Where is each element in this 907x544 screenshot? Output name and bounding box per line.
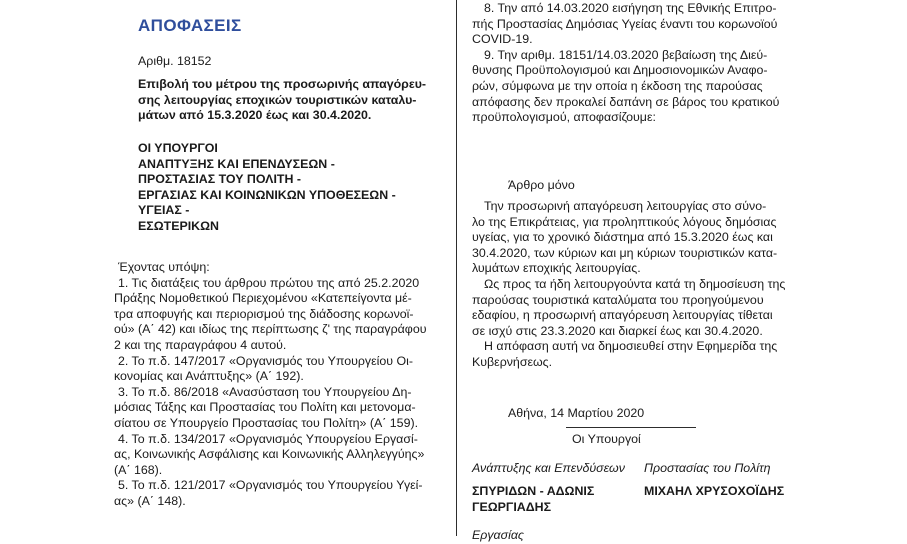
article-line: 30.4.2020, των κύριων και μη κύριων τουριστικών κατα- xyxy=(472,245,778,260)
body-line: θυνσης Προϋπολογισμού και Δημοσιονομικών Αναφο- xyxy=(472,63,768,78)
body-line: 3. Το π.δ. 86/2018 «Ανασύσταση του Υπουργείου Δη- xyxy=(118,384,412,399)
article-line: Κυβερνήσεως. xyxy=(472,354,553,369)
article-line: υγείας, για το χρονικό διάστημα από 15.3.2020 έως και xyxy=(472,230,773,245)
body-line: 9. Την αριθμ. 18151/14.03.2020 βεβαίωση της Διεύ- xyxy=(484,47,768,62)
signature-name-georgiadis xyxy=(472,484,622,515)
body-line: πής Προστασίας Δημόσιας Υγείας έναντι του κορωνοϊού xyxy=(472,16,778,31)
signature-role-labour: Εργασίας xyxy=(472,528,524,542)
section-heading: ΑΠΟΦΑΣΕΙΣ xyxy=(138,16,242,35)
body-line: τρα αποφυγής και περιορισμού της διάδοσης κορωνοϊ- xyxy=(114,306,414,321)
article-line: Ως προς τα ήδη λειτουργούντα κατά τη δημοσίευση της xyxy=(484,276,786,291)
body-line: ού» (Α΄ 42) και ιδίως της περίπτωσης ζ' της παραγράφου xyxy=(114,322,427,337)
ministers-line: ΟΙ ΥΠΟΥΡΓΟΙ xyxy=(138,141,218,155)
article-line: Την προσωρινή απαγόρευση λειτουργίας στο σύνο- xyxy=(484,199,767,213)
body-line: 4. Το π.δ. 134/2017 «Οργανισμός Υπουργείου Εργασί- xyxy=(118,431,418,446)
signature-role-citizen-protection: Προστασίας του Πολίτη xyxy=(644,461,771,475)
considerations-right xyxy=(472,1,818,126)
body-line: κονομίας και Ανάπτυξης» (Α΄ 192). xyxy=(114,369,304,384)
ministers-block xyxy=(138,141,396,235)
body-line: COVID-19. xyxy=(472,32,533,47)
signature-role-development: Ανάπτυξης και Επενδύσεων xyxy=(472,461,625,475)
body-line: Πράξης Νομοθετικού Περιεχομένου «Κατεπείγοντα μέ- xyxy=(114,291,412,306)
body-line: 2. Το π.δ. 147/2017 «Οργανισμός του Υπουργείου Οι- xyxy=(118,353,414,368)
body-line: ας, Κοινωνικής Ασφάλισης και Κοινωνικής Αλληλεγγύης» xyxy=(114,447,425,462)
place-date: Αθήνα, 14 Μαρτίου 2020 xyxy=(508,406,645,420)
article-line: σε ισχύ στις 23.3.2020 και διαρκεί έως και 30.4.2020. xyxy=(472,323,763,338)
considerations-left xyxy=(114,260,440,510)
body-line: 5. Το π.δ. 121/2017 «Οργανισμός του Υπουργείου Υγεί- xyxy=(118,478,423,493)
body-line: 1. Τις διατάξεις του άρθρου πρώτου της από 25.2.2020 xyxy=(118,275,420,290)
article-line: εδαφίου, η προσωρινή απαγόρευση λειτουργίας τίθεται xyxy=(472,308,773,323)
ministers-line: ΕΣΩΤΕΡΙΚΩΝ xyxy=(138,218,220,233)
article-heading: Άρθρο μόνο xyxy=(508,178,575,192)
ministers-line: ΠΡΟΣΤΑΣΙΑΣ ΤΟΥ ΠΟΛΙΤΗ - xyxy=(138,172,301,187)
ministers-line: ΕΡΓΑΣΙΑΣ ΚΑΙ ΚΟΙΝΩΝΙΚΩΝ ΥΠΟΘΕΣΕΩΝ - xyxy=(138,187,396,202)
body-line: (Α΄ 168). xyxy=(114,462,163,477)
signature-name-line: ΓΕΩΡΓΙΑΔΗΣ xyxy=(472,499,552,514)
article-line: παρούσας τουριστικά καταλύματα του προηγούμενου xyxy=(472,292,764,307)
decision-number: Αριθμ. 18152 xyxy=(138,54,212,68)
title-line: σης λειτουργίας εποχικών τουριστικών καταλυ- xyxy=(138,92,417,107)
title-line: μάτων από 15.3.2020 έως και 30.4.2020. xyxy=(138,108,372,123)
body-line: σίατου σε Υπουργείο Προστασίας του Πολίτη» (Α΄ 159). xyxy=(114,415,419,430)
article-line: λο της Επικράτειας, για προληπτικούς λόγους δημόσιας xyxy=(472,214,777,229)
signature-name-chrysochoidis: ΜΙΧΑΗΛ ΧΡΥΣΟΧΟΪΔΗΣ xyxy=(644,484,785,498)
article-line: Η απόφαση αυτή να δημοσιευθεί στην Εφημερίδα της xyxy=(484,339,778,354)
ministers-signature-title: Οι Υπουργοί xyxy=(572,432,641,446)
body-line: ας» (Α΄ 148). xyxy=(114,493,186,508)
decision-title xyxy=(138,77,440,124)
body-line: ρών, σύμφωνα με την οποία η έκδοση της παρούσας xyxy=(472,78,763,93)
body-line: 8. Την από 14.03.2020 εισήγηση της Εθνικής Επιτρο- xyxy=(484,1,777,15)
body-line: απόφασης δεν προκαλεί δαπάνη σε βάρος του κρατικού xyxy=(472,94,780,109)
ministers-line: ΥΓΕΙΑΣ - xyxy=(138,203,190,218)
article-line: λυμάτων εποχικής λειτουργίας. xyxy=(472,261,641,276)
body-line: προϋπολογισμού, αποφασίζουμε: xyxy=(472,110,656,125)
article-body xyxy=(472,199,818,371)
body-line: 2 και της παραγράφου 4 αυτού. xyxy=(114,337,287,352)
signature-name-line: ΣΠΥΡΙΔΩΝ - ΑΔΩΝΙΣ xyxy=(472,484,595,498)
body-line: Έχοντας υπόψη: xyxy=(118,260,210,274)
ministers-line: ΑΝΑΠΤΥΞΗΣ ΚΑΙ ΕΠΕΝΔΥΣΕΩΝ - xyxy=(138,156,335,171)
title-line: Επιβολή του μέτρου της προσωρινής απαγόρευ- xyxy=(138,77,427,91)
body-line: μόσιας Τάξης και Προστασίας του Πολίτη και μετονομα- xyxy=(114,400,416,415)
column-divider xyxy=(456,0,457,536)
